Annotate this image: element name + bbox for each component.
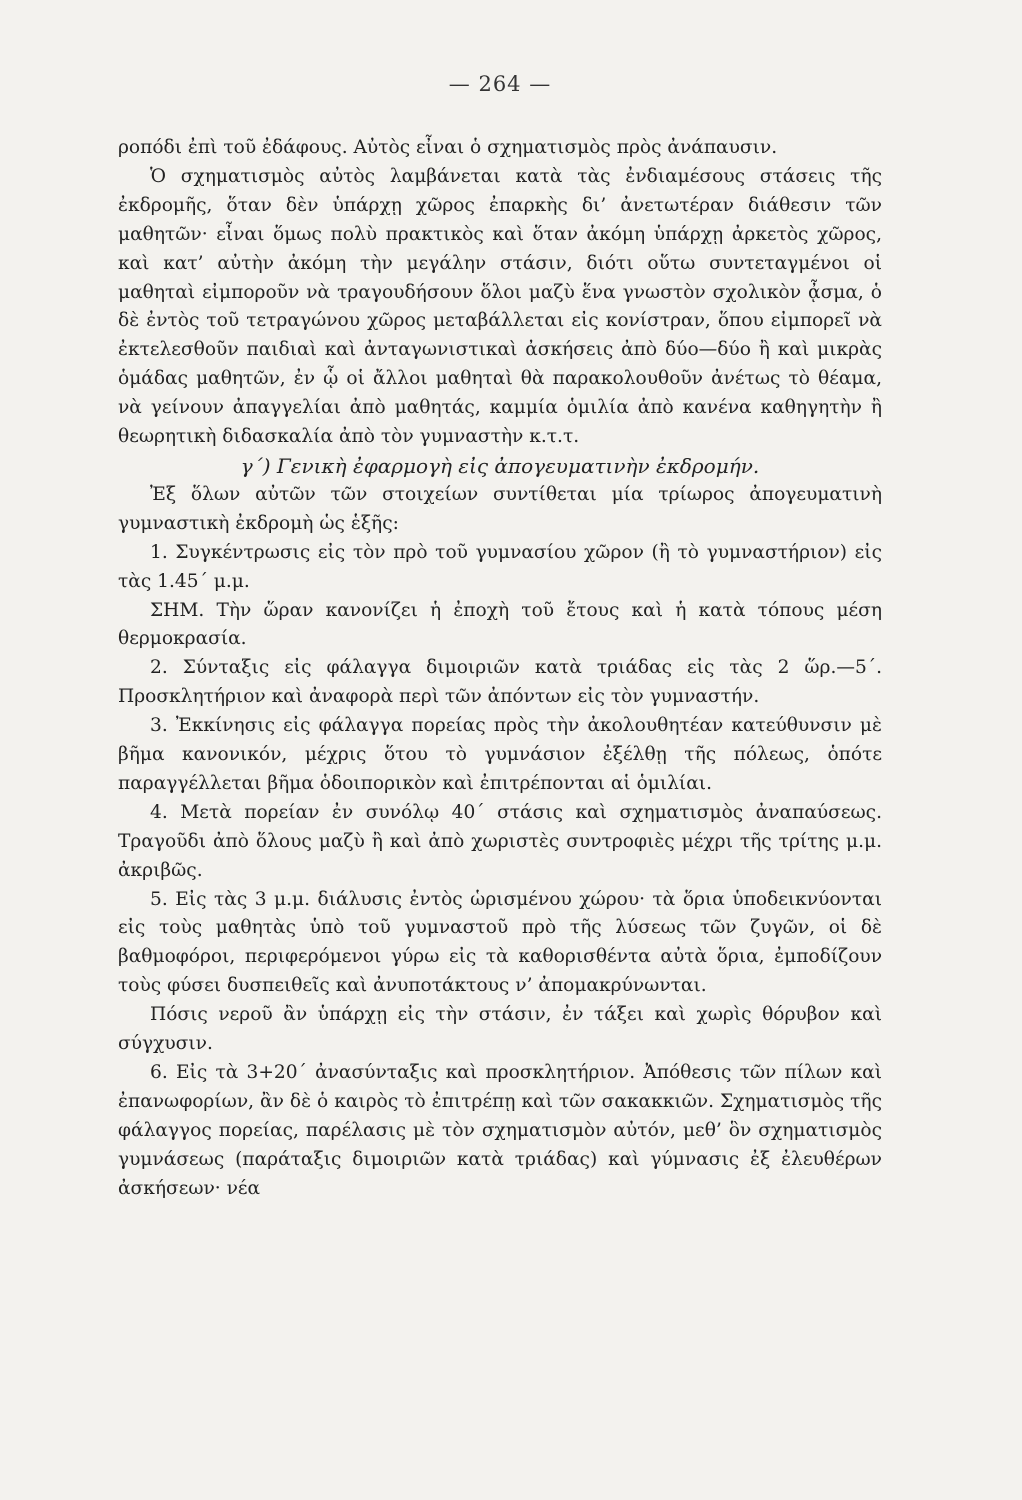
list-item-4: 4. Μετὰ πορείαν ἐν συνόλῳ 40΄ στάσις καὶ σχηματισμὸς ἀναπαύσεως. Τραγοῦδι ἀπὸ ὅλους μαζὺ ἢ καὶ ἀπὸ χωριστὲς συντροφιὲς μέχρι τῆς τρίτης μ.μ. ἀκριβῶς. xyxy=(118,801,882,881)
note-paragraph: ΣΗΜ. Τὴν ὥραν κανονίζει ἡ ἐποχὴ τοῦ ἔτους καὶ ἡ κατὰ τόπους μέση θερμοκρασία. xyxy=(118,599,882,650)
section-heading: γ΄) Γενικὴ ἐφαρμογὴ εἰς ἀπογευματινὴν ἐκδρομήν. xyxy=(240,453,760,478)
paragraph-intro: Ἐξ ὅλων αὐτῶν τῶν στοιχείων συντίθεται μία τρίωρος ἀπογευματινὴ γυμναστικὴ ἐκδρομὴ ὡς ἑξῆς: xyxy=(118,483,882,534)
water-paragraph: Πόσις νεροῦ ἂν ὑπάρχῃ εἰς τὴν στάσιν, ἐν τάξει καὶ χωρὶς θόρυβον καὶ σύγχυσιν. xyxy=(118,1004,882,1055)
paragraph-continuation: ροπόδι ἐπὶ τοῦ ἐδάφους. Αὐτὸς εἶναι ὁ σχηματισμὸς πρὸς ἀνάπαυσιν. xyxy=(118,137,778,158)
list-item-1: 1. Συγκέντρωσις εἰς τὸν πρὸ τοῦ γυμνασίου χῶρον (ἢ τὸ γυμναστήριον) εἰς τὰς 1.45΄ μ.μ. xyxy=(118,541,882,592)
page-number: — 264 — xyxy=(448,72,552,96)
paragraph-formation-usage: Ὁ σχηματισμὸς αὐτὸς λαμβάνεται κατὰ τὰς ἐνδιαμέσους στάσεις τῆς ἐκδρομῆς, ὅταν δὲν ὑπάρχῃ χῶρος ἐπαρκὴς δι’ ἀνετωτέραν διάθεσιν τῶν μαθητῶν· εἶναι ὅμως πολὺ πρακτικὸς καὶ ὅταν ἀκόμη ὑπάρχῃ ἀρκετὸς χῶρος, καὶ κατ’ αὐτὴν ἀκόμη τὴν μεγάλην στάσιν, διότι οὕτω συντεταγμένοι οἱ μαθηταὶ εἰμποροῦν νὰ τραγουδήσουν ὅλοι μαζὺ ἕνα γνωστὸν σχολικὸν ᾆσμα, ὁ δὲ ἐντὸς τοῦ τετραγώνου χῶρος μεταβάλλεται εἰς κονίστραν, ὅπου εἰμπορεῖ νὰ ἐκτελεσθοῦν παιδιαὶ καὶ ἀνταγωνιστικαὶ ἀσκήσεις ἀπὸ δύο—δύο ἢ καὶ μικρὰς ὁμάδας μαθητῶν, ἐν ᾧ οἱ ἄλλοι μαθηταὶ θὰ παρακολουθοῦν ἀνέτως τὸ θέαμα, νὰ γείνουν ἀπαγγελίαι ἀπὸ μαθητάς, καμμία ὁμιλία ἀπὸ κανένα καθηγητὴν ἢ θεωρητικὴ διδασκαλία ἀπὸ τὸν γυμναστὴν κ.τ.τ. xyxy=(118,165,882,448)
list-item-6: 6. Εἰς τὰ 3+20΄ ἀνασύνταξις καὶ προσκλητήριον. Ἀπόθεσις τῶν πίλων καὶ ἐπανωφορίων, ἂν δὲ ὁ καιρὸς τὸ ἐπιτρέπῃ καὶ τῶν σακακκιῶν. Σχηματισμὸς τῆς φάλαγγος πορείας, παρέλασις μὲ τὸν σχηματισμὸν αὐτόν, μεθ’ ὃν σχηματισμὸς γυμνάσεως (παράταξις διμοιριῶν κατὰ τριάδας) καὶ γύμνασις ἐξ ἐλευθέρων ἀσκήσεων· νέα xyxy=(118,1062,882,1199)
list-item-5: 5. Εἰς τὰς 3 μ.μ. διάλυσις ἐντὸς ὡρισμένου χώρου· τὰ ὅρια ὑποδεικνύονται εἰς τοὺς μαθητὰς ὑπὸ τοῦ γυμναστοῦ πρὸ τῆς λύσεως τῶν ζυγῶν, οἱ δὲ βαθμοφόροι, περιφερόμενοι γύρω εἰς τὰ καθορισθέντα αὐτὰ ὅρια, ἐμποδίζουν τοὺς φύσει δυσπειθεῖς καὶ ἀνυποτάκτους ν’ ἀπομακρύνωνται. xyxy=(118,888,882,997)
list-item-3: 3. Ἐκκίνησις εἰς φάλαγγα πορείας πρὸς τὴν ἀκολουθητέαν κατεύθυνσιν μὲ βῆμα κανονικόν, μέχρις ὅτου τὸ γυμνάσιον ἐξέλθῃ τῆς πόλεως, ὁπότε παραγγέλλεται βῆμα ὁδοιπορικὸν καὶ ἐπιτρέπονται αἱ ὁμιλίαι. xyxy=(118,715,882,794)
page-body xyxy=(118,134,882,1204)
list-item-2: 2. Σύνταξις εἰς φάλαγγα διμοιριῶν κατὰ τριάδας εἰς τὰς 2 ὥρ.—5΄. Προσκλητήριον καὶ ἀναφορὰ περὶ τῶν ἀπόντων εἰς τὸν γυμναστήν. xyxy=(118,657,882,708)
